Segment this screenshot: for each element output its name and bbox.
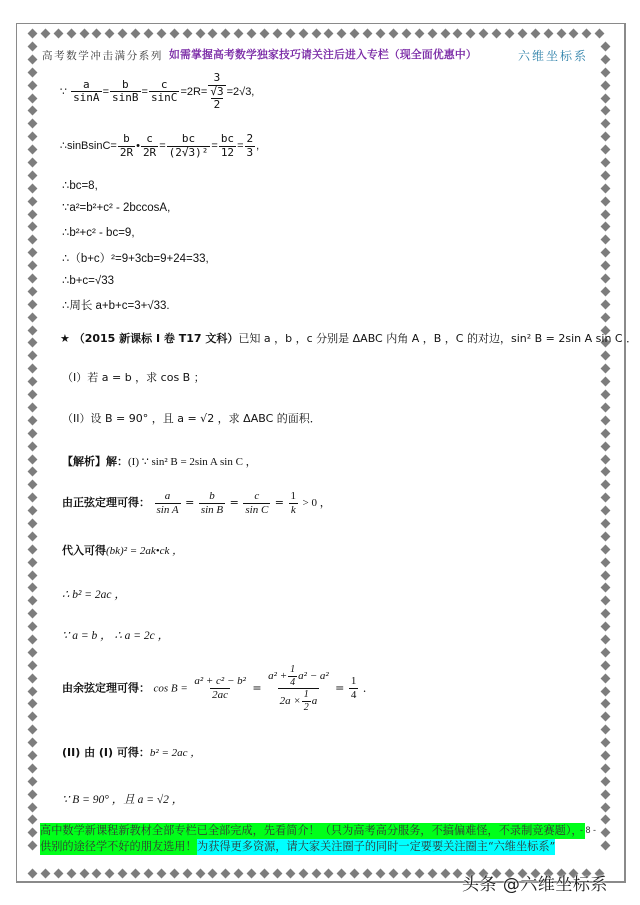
diamond-ornament-icon [601,42,611,52]
diamond-ornament-icon [601,364,611,374]
diamond-ornament-icon [601,467,611,477]
lhs: ∴sinBsinC= [60,140,117,153]
diamond-ornament-icon [285,869,295,879]
diamond-ornament-icon [350,29,360,39]
period: ． [362,681,374,695]
diamond-ornament-icon [601,67,611,77]
diamond-ornament-icon [28,145,38,155]
cosB-lhs: cos B = [153,682,188,695]
fraction: $\frac{a}{\text{sin A}}$ [156,490,179,516]
diamond-ornament-icon [260,869,270,879]
diamond-ornament-icon [28,29,38,39]
diamond-ornament-icon [466,29,476,39]
diamond-ornament-icon [182,29,192,39]
diamond-ornament-icon [260,29,270,39]
fraction: $\frac{2}{3}$ [246,132,254,159]
eq-b2-2ac: ∴ b² = 2ac ， [62,589,126,601]
diamond-ornament-icon [601,506,611,516]
diamond-border-top [29,30,609,37]
diamond-ornament-icon [388,869,398,879]
diamond-ornament-icon [28,869,38,879]
eq-cosine-rule: ∵a²=b²+c² - 2bccosA, [62,202,171,214]
eq-perimeter: ∴周长 a+b+c=3+√33. [62,300,170,312]
fraction: $\frac{b}{\sin B}$ [112,77,139,105]
diamond-ornament-icon [601,789,611,799]
eq-B-90: ∵ B = 90° ，且 a = √2 ， [62,794,184,806]
diamond-ornament-icon [28,132,38,142]
eq-bc: ∴bc=8, [62,180,98,192]
diamond-ornament-icon [601,583,611,593]
diamond-ornament-icon [601,609,611,619]
diamond-ornament-icon [28,583,38,593]
diamond-ornament-icon [28,725,38,735]
diamond-ornament-icon [601,93,611,103]
diamond-ornament-icon [28,248,38,258]
because-symbol: ∵ [60,85,67,98]
diamond-ornament-icon [601,841,611,851]
diamond-ornament-icon [601,493,611,503]
diamond-ornament-icon [28,93,38,103]
diamond-ornament-icon [556,29,566,39]
diamond-ornament-icon [601,596,611,606]
dot: • [136,140,140,153]
diamond-ornament-icon [601,312,611,322]
diamond-ornament-icon [169,29,179,39]
diamond-ornament-icon [601,544,611,554]
analysis-start [62,453,257,469]
diamond-ornament-icon [105,29,115,39]
promo-link[interactable]: 如需掌握高考数学独家技巧请关注后进入专栏（现全面优惠中） [169,48,477,61]
diamond-ornament-icon [208,29,218,39]
diamond-ornament-icon [440,869,450,879]
diamond-ornament-icon [601,802,611,812]
page-header [42,47,602,63]
diamond-ornament-icon [285,29,295,39]
diamond-ornament-icon [337,869,347,879]
diamond-ornament-icon [427,29,437,39]
diamond-ornament-icon [311,29,321,39]
diamond-border-left [29,43,36,855]
diamond-ornament-icon [92,869,102,879]
diamond-ornament-icon [601,570,611,580]
footer-line-2-cyan[interactable]: 为获得更多资源，请大家关注圈子的同时一定要要关注圈主“六维坐标系” [197,840,556,853]
series-title: 高考数学冲击满分系列 [42,50,163,62]
diamond-ornament-icon [28,274,38,284]
diamond-ornament-icon [601,480,611,490]
diamond-ornament-icon [28,699,38,709]
diamond-ornament-icon [144,29,154,39]
diamond-ornament-icon [28,751,38,761]
diamond-ornament-icon [28,802,38,812]
math-part2: b² = 2ac ， [149,747,202,759]
diamond-ornament-icon [543,29,553,39]
diamond-ornament-icon [28,428,38,438]
diamond-ornament-icon [28,312,38,322]
diamond-ornament-icon [530,29,540,39]
diamond-ornament-icon [28,42,38,52]
diamond-ornament-icon [105,869,115,879]
diamond-ornament-icon [195,29,205,39]
diamond-ornament-icon [376,29,386,39]
label-part2: (II) 由 (I) 可得： [62,746,150,759]
diamond-ornament-icon [28,377,38,387]
fraction: $\frac{c}{\sin C}$ [150,77,178,105]
diamond-ornament-icon [601,170,611,180]
diamond-ornament-icon [298,869,308,879]
equals-2R: =2R= [180,85,208,98]
diamond-ornament-icon [28,338,38,348]
diamond-ornament-icon [363,869,373,879]
eq-sinB-sinC: ∴sinBsinC= $\frac{b}{2R}$ • $\frac{c}{2R}$ = $\frac{bc}{\text{(2√3)²}}$ = $\frac{bc}{12}$ = $\frac{2}{3}$ , [60,132,260,159]
diamond-ornament-icon [601,815,611,825]
analysis-given: (I) ∵ sin² B = 2sin A sin C ， [128,456,257,468]
diamond-ornament-icon [28,235,38,245]
diamond-ornament-icon [601,390,611,400]
diamond-ornament-icon [298,29,308,39]
diamond-ornament-icon [28,776,38,786]
diamond-ornament-icon [28,222,38,232]
fraction: $\frac{bc}{\text{(2√3)²}}$ [168,132,209,159]
diamond-ornament-icon [601,686,611,696]
diamond-ornament-icon [28,196,38,206]
diamond-ornament-icon [601,183,611,193]
nested-fraction: 3 √3 2 [210,71,224,112]
diamond-ornament-icon [195,869,205,879]
diamond-ornament-icon [388,29,398,39]
diamond-ornament-icon [66,869,76,879]
eq-part2-start [62,744,201,760]
diamond-ornament-icon [28,402,38,412]
diamond-ornament-icon [28,119,38,129]
problem-text: 已知 a ，b ，c 分别是 ΔABC 内角 A ，B ，C 的对边，sin² B = 2sin A sin C ． [238,332,638,345]
label-sine-rule: 由正弦定理可得： [62,496,150,510]
diamond-ornament-icon [28,106,38,116]
diamond-ornament-icon [601,222,611,232]
diamond-ornament-icon [601,725,611,735]
diamond-ornament-icon [28,544,38,554]
diamond-ornament-icon [601,660,611,670]
result: =2√3, [226,85,255,98]
diamond-ornament-icon [601,119,611,129]
diamond-ornament-icon [601,751,611,761]
diamond-ornament-icon [92,29,102,39]
fraction: $\frac{c}{2R}$ [142,132,157,159]
diamond-ornament-icon [28,261,38,271]
diamond-ornament-icon [28,828,38,838]
diamond-ornament-icon [601,158,611,168]
diamond-ornament-icon [28,686,38,696]
diamond-ornament-icon [28,531,38,541]
diamond-ornament-icon [601,415,611,425]
diamond-ornament-icon [601,286,611,296]
diamond-ornament-icon [131,29,141,39]
diamond-ornament-icon [601,699,611,709]
nested-fraction: a² + $\frac{1}{4}$ a² − a² 2a × $\frac{1}{2}$ a [268,664,329,713]
diamond-ornament-icon [601,299,611,309]
diamond-ornament-icon [28,660,38,670]
problem-source: （2015 新课标 I 卷 T17 文科） [73,332,239,345]
diamond-ornament-icon [376,869,386,879]
diamond-ornament-icon [66,29,76,39]
diamond-ornament-icon [601,402,611,412]
diamond-ornament-icon [601,776,611,786]
problem-part-2: （II）设 B = 90° ，且 a = √2 ，求 ΔABC 的面积． [62,412,321,425]
diamond-ornament-icon [28,712,38,722]
diamond-ornament-icon [601,351,611,361]
fraction: $\frac{1}{k}$ [290,490,297,516]
diamond-ornament-icon [601,647,611,657]
diamond-ornament-icon [601,248,611,258]
comma: , [256,140,260,153]
diamond-ornament-icon [601,145,611,155]
diamond-ornament-icon [28,441,38,451]
fraction: $\frac{bc}{12}$ [220,132,235,159]
diamond-ornament-icon [601,712,611,722]
diamond-ornament-icon [28,673,38,683]
footer-line-1[interactable]: 高中数学新课程新教材全部专栏已全部完成，先看简介！（只为高考高分服务，不搞偏难怪，不录制竞赛题）， [40,824,583,837]
label-cosine-rule: 由余弦定理可得： [62,681,150,695]
diamond-ornament-icon [272,869,282,879]
diamond-ornament-icon [234,29,244,39]
diamond-ornament-icon [28,738,38,748]
diamond-ornament-icon [28,415,38,425]
problem-part-1: （I）若 a = b ，求 cos B ； [62,371,205,384]
diamond-ornament-icon [28,299,38,309]
diamond-ornament-icon [28,286,38,296]
diamond-ornament-icon [440,29,450,39]
star-icon: ★ [60,332,70,345]
diamond-ornament-icon [28,480,38,490]
diamond-ornament-icon [601,196,611,206]
diamond-ornament-icon [595,29,605,39]
diamond-ornament-icon [28,209,38,219]
eq-substitute [62,542,183,558]
diamond-ornament-icon [28,506,38,516]
diamond-ornament-icon [28,54,38,64]
diamond-ornament-icon [28,493,38,503]
diamond-ornament-icon [350,869,360,879]
diamond-ornament-icon [28,80,38,90]
diamond-ornament-icon [517,29,527,39]
diamond-ornament-icon [601,80,611,90]
diamond-ornament-icon [28,570,38,580]
diamond-ornament-icon [156,29,166,39]
diamond-ornament-icon [414,869,424,879]
diamond-ornament-icon [182,869,192,879]
eq-a-equals-2c: ∵ a = b ， ∴ a = 2c ， [62,630,170,642]
diamond-ornament-icon [221,29,231,39]
diamond-ornament-icon [601,428,611,438]
fraction: $\frac{\text{a² + c² − b²}}{2ac}$ [194,675,246,701]
diamond-ornament-icon [28,609,38,619]
diamond-ornament-icon [401,29,411,39]
diamond-ornament-icon [28,170,38,180]
eq-b2c2: ∴b²+c² - bc=9, [62,227,135,239]
diamond-ornament-icon [601,519,611,529]
diamond-ornament-icon [144,869,154,879]
diamond-ornament-icon [505,29,515,39]
diamond-ornament-icon [601,261,611,271]
diamond-ornament-icon [28,67,38,77]
analysis-label: 【解析】解： [62,455,128,468]
diamond-ornament-icon [28,635,38,645]
diamond-ornament-icon [363,29,373,39]
diamond-ornament-icon [28,763,38,773]
diamond-ornament-icon [28,596,38,606]
diamond-ornament-icon [582,29,592,39]
diamond-ornament-icon [601,235,611,245]
diamond-ornament-icon [247,869,257,879]
diamond-ornament-icon [601,132,611,142]
diamond-ornament-icon [28,557,38,567]
diamond-ornament-icon [601,209,611,219]
diamond-ornament-icon [53,29,63,39]
diamond-ornament-icon [28,841,38,851]
diamond-ornament-icon [28,158,38,168]
label-substitute: 代入可得 [62,544,106,557]
fraction: $\frac{c}{\text{sin C}}$ [245,490,269,516]
eq-sine-rule: ∵ $\frac{a}{\sin A}$ = $\frac{b}{\sin B}$ = $\frac{c}{\sin C}$ =2R= 3 √3 2 =2√3, [60,71,255,112]
diamond-ornament-icon [601,454,611,464]
diamond-ornament-icon [272,29,282,39]
diamond-ornament-icon [311,869,321,879]
diamond-ornament-icon [414,29,424,39]
diamond-ornament-icon [79,29,89,39]
diamond-ornament-icon [40,29,50,39]
watermark: 头条 @六维坐标系 [462,875,608,895]
diamond-ornament-icon [28,364,38,374]
fraction: $\frac{1}{4}$ [350,675,357,701]
diamond-ornament-icon [479,29,489,39]
diamond-ornament-icon [601,763,611,773]
eq-cosB: 由余弦定理可得： cos B = $\frac{\text{a² + c² − b²}}{2ac}$ = a² + $\frac{1}{4}$ a² − a² 2a × $\frac{1}{2}$ a = $\frac{1}{4}$ ． [62,664,374,713]
math-substitute: (bk)² = 2ak•ck ， [106,545,184,557]
diamond-ornament-icon [601,54,611,64]
diamond-ornament-icon [601,441,611,451]
diamond-ornament-icon [156,869,166,879]
diamond-ornament-icon [601,738,611,748]
fraction: $\frac{b}{\text{sin B}}$ [200,490,224,516]
diamond-ornament-icon [28,351,38,361]
diamond-ornament-icon [492,29,502,39]
diamond-ornament-icon [601,106,611,116]
diamond-ornament-icon [324,29,334,39]
diamond-ornament-icon [601,673,611,683]
diamond-ornament-icon [28,622,38,632]
diamond-ornament-icon [28,519,38,529]
diamond-ornament-icon [601,635,611,645]
diamond-ornament-icon [569,29,579,39]
diamond-ornament-icon [118,869,128,879]
diamond-ornament-icon [28,789,38,799]
fraction: $\frac{b}{2R}$ [119,132,134,159]
brand-name: 六维坐标系 [518,49,589,63]
diamond-ornament-icon [337,29,347,39]
diamond-ornament-icon [53,869,63,879]
diamond-ornament-icon [28,183,38,193]
eq-bplusc: ∴b+c=√33 [62,275,114,287]
diamond-ornament-icon [401,869,411,879]
page-number: - 8 - [580,825,597,835]
problem-statement [60,330,637,346]
diamond-ornament-icon [601,557,611,567]
diamond-ornament-icon [40,869,50,879]
diamond-ornament-icon [601,828,611,838]
fraction: $\frac{a}{\sin A}$ [73,77,100,105]
diamond-ornament-icon [324,869,334,879]
diamond-ornament-icon [601,531,611,541]
diamond-ornament-icon [247,29,257,39]
diamond-ornament-icon [208,869,218,879]
diamond-border-right [602,43,609,855]
diamond-ornament-icon [28,467,38,477]
inequality: > 0 ， [302,497,331,510]
diamond-ornament-icon [601,377,611,387]
diamond-ornament-icon [601,622,611,632]
diamond-ornament-icon [131,869,141,879]
diamond-ornament-icon [79,869,89,879]
diamond-ornament-icon [28,647,38,657]
diamond-ornament-icon [601,274,611,284]
diamond-ornament-icon [28,325,38,335]
diamond-ornament-icon [28,390,38,400]
eq-sine-rule-k: 由正弦定理可得： $\frac{a}{\text{sin A}}$ = $\frac{b}{\text{sin B}}$ = $\frac{c}{\text{sin C}}$ = $\frac{1}{k}$ > 0 ， [62,490,331,516]
footer-line-2-green[interactable]: 供别的途径学不好的朋友选用！ [40,840,197,853]
diamond-ornament-icon [427,869,437,879]
diamond-ornament-icon [28,454,38,464]
diamond-ornament-icon [118,29,128,39]
diamond-ornament-icon [28,815,38,825]
diamond-ornament-icon [453,29,463,39]
diamond-ornament-icon [169,869,179,879]
diamond-ornament-icon [221,869,231,879]
diamond-ornament-icon [234,869,244,879]
eq-bplusc-squared: ∴（b+c）²=9+3cb=9+24=33, [62,253,209,265]
